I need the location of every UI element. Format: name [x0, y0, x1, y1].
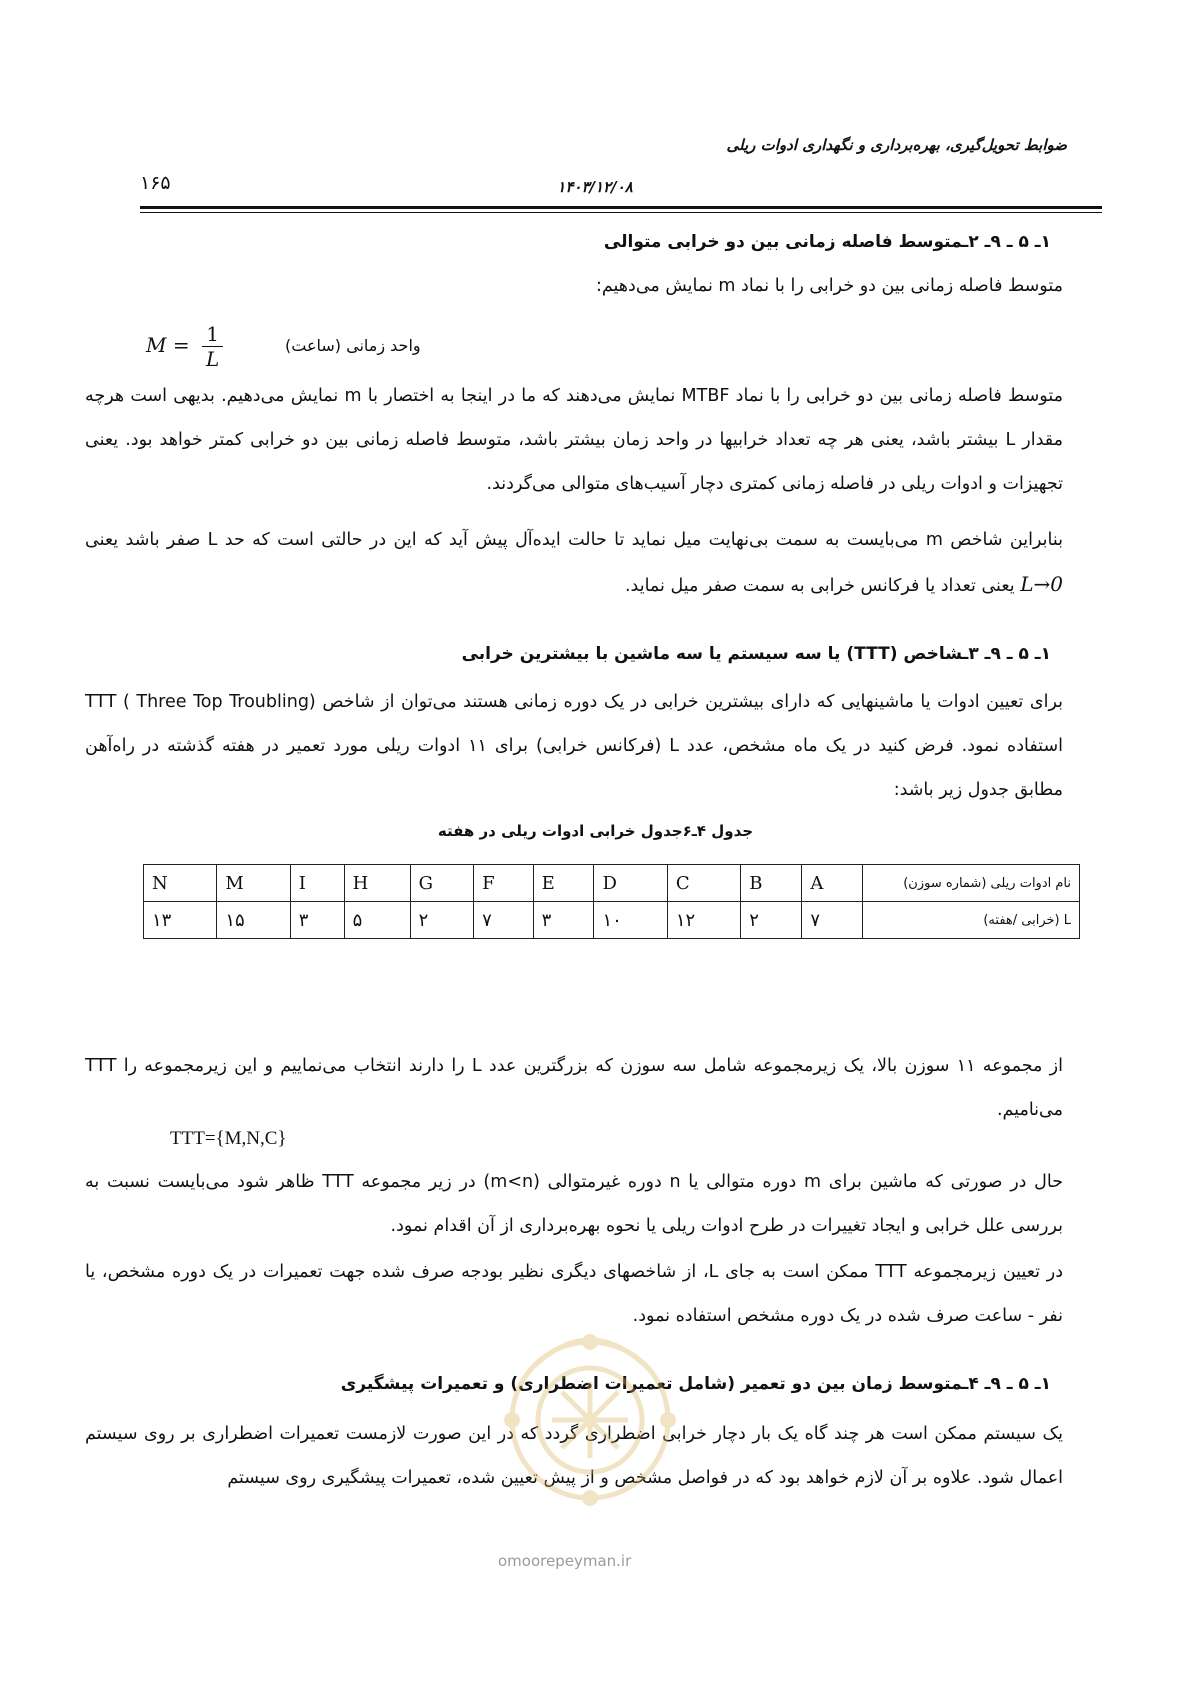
- emblem-icon: [490, 1300, 690, 1530]
- table-cell-name: M: [217, 865, 290, 902]
- ttt-subset-paragraph: از مجموعه ۱۱ سوزن بالا، یک زیرمجموعه شامل سه سوزن که بزرگترین عدد L را دارند انتخاب می‌نماییم و این زیرمجموعه را TTT می‌نامیم.: [85, 1056, 1063, 1120]
- formula-numerator: 1: [202, 322, 223, 347]
- table-caption: جدول ۴ـ۶جدول خرابی ادوات ریلی در هفته: [437, 822, 754, 840]
- table-cell-name: I: [290, 865, 344, 902]
- table-row-label: نام ادوات ریلی (شماره سوزن): [863, 865, 1080, 902]
- table-row-label: L (خرابی /هفته): [863, 902, 1080, 939]
- table-cell-name: G: [410, 865, 473, 902]
- header-rule-thick: [140, 206, 1102, 209]
- table-row-names: [144, 865, 1080, 902]
- table-cell-name: H: [344, 865, 410, 902]
- table-cell-name: C: [667, 865, 740, 902]
- watermark-url: omoorepeyman.ir: [498, 1552, 632, 1570]
- formula-unit: واحد زمانی (ساعت): [285, 336, 421, 355]
- limit-text-a: بنابراین شاخص m می‌بایست به سمت بی‌نهایت میل نماید تا حالت ایده‌آل پیش آید که این در حالتی است که حد L صفر باشد یعنی: [85, 530, 1063, 550]
- ttt-condition-paragraph: حال در صورتی که ماشین برای m دوره متوالی یا n دوره غیرمتوالی (m<n) در زیر مجموعه TTT ظاهر شود می‌بایست نسبت به بررسی علل خرابی و ایجاد تغییرات در طرح ادوات ریلی یا نحوه بهره‌برداری از آن اقدام نمود.: [85, 1172, 1064, 1236]
- ttt-alternatives-paragraph: در تعیین زیرمجموعه TTT ممکن است به جای L، از شاخصهای دیگری نظیر بودجه صرف شده جهت تعمیرات در یک دوره مشخص، یا نفر - ساعت صرف شده در یک دوره مشخص استفاده نمود.: [85, 1262, 1063, 1326]
- section-heading-mtbr: ۱ـ ۵ ـ ۹ـ ۴ـمتوسط زمان بین دو تعمیر (شامل تعمیرات اضطراری) و تعمیرات پیشگیری: [340, 1374, 1051, 1394]
- table-cell-value: ۱۳: [144, 902, 217, 939]
- section-heading-mtbf: ۱ـ ۵ ـ ۹ـ ۲ـمتوسط فاصله زمانی بین دو خرابی متوالی: [603, 232, 1051, 252]
- mtbf-limit-paragraph: [85, 518, 1063, 608]
- section-heading-ttt: ۱ـ ۵ ـ ۹ـ ۳ـشاخص (TTT) یا سه سیستم یا سه ماشین با بیشترین خرابی: [461, 644, 1051, 664]
- header-rule-thin: [140, 212, 1102, 213]
- table-cell-value: ۷: [474, 902, 534, 939]
- page-number: ۱۶۵: [140, 172, 171, 194]
- limit-math: L→0: [1020, 572, 1063, 596]
- table-cell-value: ۱۰: [594, 902, 667, 939]
- table-cell-name: B: [741, 865, 802, 902]
- table-cell-value: ۲: [741, 902, 802, 939]
- table-cell-name: F: [474, 865, 534, 902]
- table-cell-name: N: [144, 865, 217, 902]
- table-cell-value: ۵: [344, 902, 410, 939]
- running-title: ضوابط تحویل‌گیری، بهره‌برداری و نگهداری ادوات ریلی: [726, 136, 1067, 154]
- table-cell-name: D: [594, 865, 667, 902]
- table-cell-value: ۱۲: [667, 902, 740, 939]
- mtbf-formula: [146, 322, 223, 371]
- document-date: ۱۴۰۳/۱۲/۰۸: [557, 178, 633, 196]
- mtbf-paragraph: متوسط فاصله زمانی بین دو خرابی را با نماد MTBF نمایش می‌دهند که ما در اینجا به اختصار با m نمایش می‌دهیم. بدیهی است هرچه مقدار L بیشتر باشد، یعنی هر چه تعداد خرابیها در واحد زمان بیشتر باشد، متوسط فاصله زمانی بین دو خرابی کمتر خواهد بود. یعنی تجهیزات و ادوات ریلی در فاصله زمانی کمتری دچار آسیب‌های متوالی می‌گردند.: [85, 386, 1064, 494]
- table-cell-name: A: [802, 865, 863, 902]
- formula-lhs: M =: [146, 333, 190, 357]
- formula-denominator: L: [205, 347, 220, 371]
- ttt-intro-paragraph: برای تعیین ادوات یا ماشینهایی که دارای بیشترین خرابی در یک دوره زمانی هستند می‌توان از شاخص TTT ( Three Top Troubling) استفاده نمود. فرض کنید در یک ماه مشخص، عدد L (فرکانس خرابی) برای ۱۱ ادوات ریلی مورد تعمیر در هفته گذشته در راه‌آهن مطابق جدول زیر باشد:: [85, 692, 1063, 800]
- table-cell-value: ۱۵: [217, 902, 290, 939]
- limit-text-b: یعنی تعداد یا فرکانس خرابی به سمت صفر میل نماید.: [624, 576, 1015, 596]
- ttt-set: TTT={M,N,C}: [170, 1128, 287, 1149]
- table-cell-name: E: [533, 865, 594, 902]
- mtbf-intro: متوسط فاصله زمانی بین دو خرابی را با نماد m نمایش می‌دهیم:: [595, 276, 1063, 296]
- table-cell-value: ۳: [533, 902, 594, 939]
- table-cell-value: ۳: [290, 902, 344, 939]
- mtbr-paragraph: یک سیستم ممکن است هر چند گاه یک بار دچار خرابی اضطراری گردد که در این صورت لازمست تعمیرات اضطراری بر روی سیستم اعمال شود. علاوه بر آن لازم خواهد بود که در فواصل مشخص و از پیش تعیین شده، تعمیرات پیشگیری روی سیستم: [85, 1424, 1063, 1488]
- formula-fraction: [202, 322, 223, 371]
- table-cell-value: ۲: [410, 902, 473, 939]
- table-row-values: [144, 902, 1080, 939]
- table-cell-value: ۷: [802, 902, 863, 939]
- failure-table: [143, 864, 1080, 939]
